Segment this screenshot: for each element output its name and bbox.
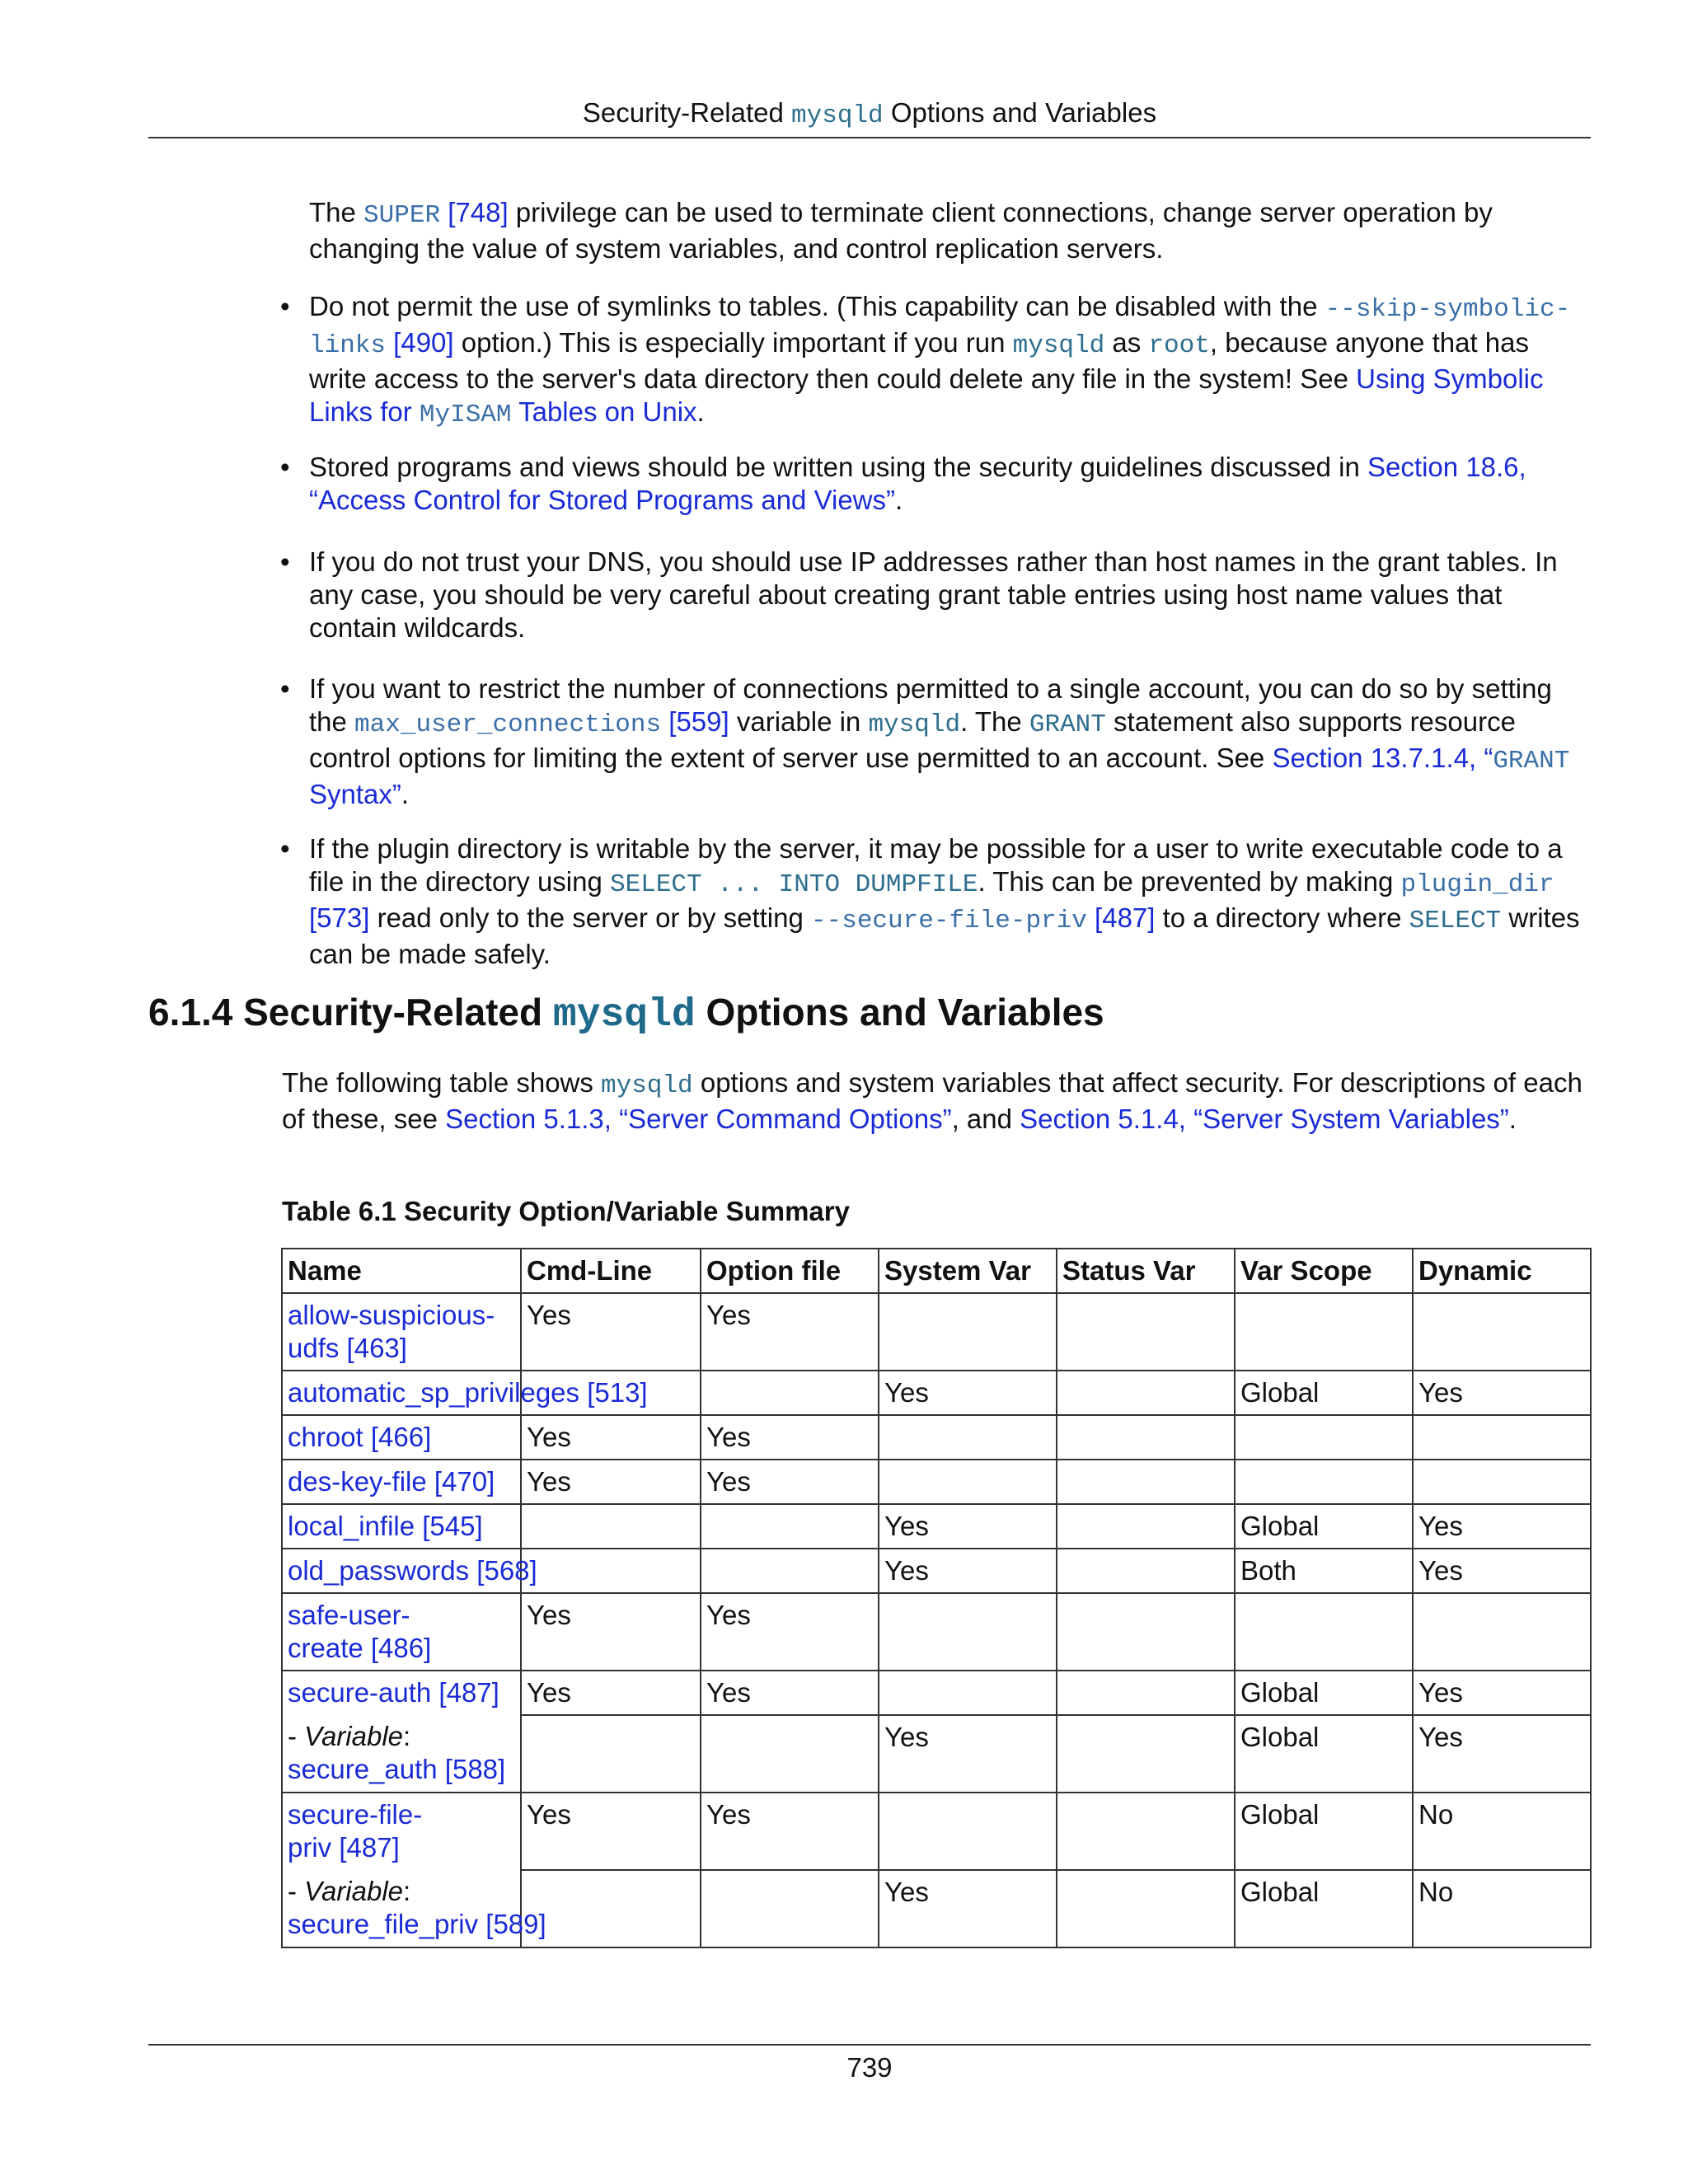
table-row: des-key-file [470] Yes Yes (282, 1460, 1591, 1504)
super-privilege-link[interactable]: SUPER [748] (363, 197, 509, 230)
table-row: secure-auth [487] Yes Yes Global Yes (282, 1671, 1591, 1715)
col-header: System Var (879, 1249, 1057, 1293)
col-header: Status Var (1057, 1249, 1235, 1293)
variable-prefix: - Variable: (288, 1721, 411, 1751)
secure-file-priv-link[interactable]: --secure-file-priv [487] (811, 902, 1156, 935)
bullet-max-connections: • If you want to restrict the number of connections permitted to a single account, you can do so by setting the max_user_connections [559] variable in mysqld. The GRANT statement also supports resource control options for limiting the extent of server use permitted to an account. See Section 13.7.1.4, “GRANT Syntax”. (280, 673, 1570, 809)
footer-rule (148, 2044, 1591, 2046)
table-row: chroot [466] Yes Yes (282, 1415, 1591, 1460)
page-number: 739 (846, 2052, 893, 2083)
option-summary-table (281, 1248, 1590, 1948)
bullet-dot: • (280, 291, 290, 321)
col-header: Dynamic (1413, 1249, 1591, 1293)
option-link[interactable]: local_infile [545] (288, 1511, 483, 1541)
col-header: Name (282, 1249, 521, 1293)
skip-symbolic-links-link[interactable]: --skip-symbolic-links [490] (309, 295, 1571, 360)
header-code: mysqld (791, 101, 884, 130)
option-link[interactable]: secure_file_priv [589] (288, 1909, 546, 1939)
table-caption: Table 6.1 Security Option/Variable Summary (282, 1196, 850, 1226)
bullet-plugin-dir: • If the plugin directory is writable by the server, it may be possible for a user to write executable code to a file in the directory using SELECT ... INTO DUMPFILE. This can be prevented by making plugin_dir [573] read only to the server or by setting --secure-file-priv [487] to a directory where SELECT writes can be made safely. (280, 833, 1580, 969)
table-row: local_infile [545] Yes Global Yes (282, 1504, 1591, 1549)
table-row: - Variable: secure_auth [588] Yes Global Yes (282, 1715, 1591, 1793)
option-link[interactable]: allow-suspicious- udfs [463] (288, 1300, 495, 1363)
col-header: Option file (701, 1249, 879, 1293)
table-row: old_passwords [568] Yes Both Yes (282, 1549, 1591, 1593)
running-header: Security-Related mysqld Options and Variables (582, 97, 1157, 130)
max-user-connections-link[interactable]: max_user_connections [559] (354, 706, 729, 739)
option-link[interactable]: secure-auth [487] (288, 1677, 499, 1708)
option-link[interactable]: safe-user- create [486] (288, 1600, 432, 1663)
intro-paragraph: The following table shows mysqld options and system variables that affect security. For descriptions of each of these, see Section 5.1.3, “Server Command Options”, and Section 5.1.4, “Server System Variables”. (282, 1067, 1582, 1134)
bullet-dns: • If you do not trust your DNS, you should use IP addresses rather than host names in the grant tables. In any case, you should be very careful about creating grant table entries using host name values that contain wildcards. (280, 546, 1558, 643)
table-header-row (282, 1249, 1591, 1293)
bullet-symlinks: • Do not permit the use of symlinks to tables. (This capability can be disabled with the --skip-symbolic-links [490] option.) This is especially important if you run mysqld as root, because anyone that has write access to the server's data directory then could delete any file in the system! See Using Symbolic Links for MyISAM Tables on Unix. (280, 291, 1571, 429)
table-row: secure-file- priv [487] Yes Yes Global No (282, 1793, 1591, 1870)
col-header: Cmd-Line (521, 1249, 701, 1293)
option-link[interactable]: secure_auth [588] (288, 1754, 506, 1784)
variable-prefix: - Variable: (288, 1876, 411, 1906)
table-row: automatic_sp_privileges [513] Yes Global Yes (282, 1371, 1591, 1415)
section-heading: 6.1.4 Security-Related mysqld Options and Variables (148, 991, 1104, 1038)
section-5-1-4-link[interactable]: Section 5.1.4, “Server System Variables” (1020, 1104, 1509, 1134)
bullet-dot: • (280, 833, 290, 864)
header-rule (148, 137, 1591, 138)
option-link[interactable]: des-key-file [470] (288, 1466, 495, 1497)
table-row: allow-suspicious- udfs [463] Yes Yes (282, 1293, 1591, 1371)
super-paragraph: The SUPER [748] privilege can be used to terminate client connections, change server operation by changing the value of system variables, and control replication servers. (309, 197, 1493, 264)
table-row: safe-user- create [486] Yes Yes (282, 1593, 1591, 1671)
symbolic-links-myisam-link[interactable]: Using Symbolic Links for MyISAM Tables on Unix (309, 363, 1544, 429)
bullet-dot: • (280, 673, 290, 704)
option-link[interactable]: old_passwords [568] (288, 1555, 537, 1586)
col-header: Var Scope (1235, 1249, 1413, 1293)
option-link[interactable]: chroot [466] (288, 1422, 432, 1452)
option-link[interactable]: automatic_sp_privileges [513] (288, 1377, 648, 1408)
plugin-dir-link[interactable]: plugin_dir [573] (309, 870, 1554, 933)
table-row: - Variable: secure_file_priv [589] Yes Global No (282, 1870, 1591, 1947)
section-5-1-3-link[interactable]: Section 5.1.3, “Server Command Options” (445, 1104, 952, 1134)
bullet-dot: • (280, 452, 290, 482)
bullet-dot: • (280, 546, 290, 577)
option-link[interactable]: secure-file- priv [487] (288, 1799, 423, 1863)
grant-syntax-link[interactable]: Section 13.7.1.4, “GRANT Syntax” (309, 743, 1570, 809)
bullet-stored-programs: • Stored programs and views should be written using the security guidelines discussed in Section 18.6, “Access Control for Stored Programs and Views”. (280, 452, 1526, 515)
section-18-6-link[interactable]: Section 18.6, “Access Control for Stored Programs and Views” (309, 452, 1526, 515)
